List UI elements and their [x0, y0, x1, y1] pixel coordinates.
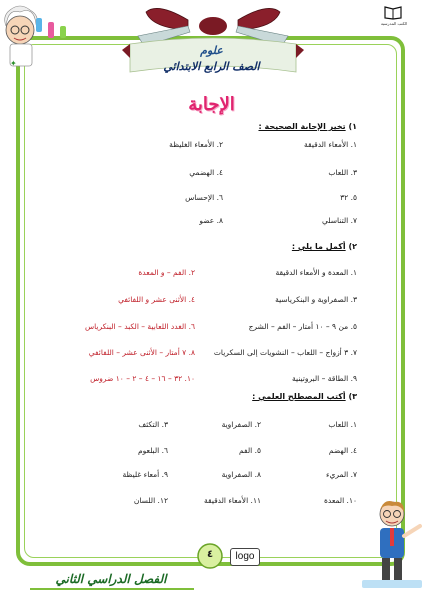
corner-logo-text: الكتب المدرسية	[380, 21, 408, 26]
s3-item-8: ٨. الصفراوية	[221, 470, 261, 479]
s2-item-4: ٤. الأثنى عشر و اللفائفي	[118, 295, 195, 304]
s1-item-4: ٤. الهضمي	[189, 168, 223, 177]
s2-item-1: ١. المعدة و الأمعاء الدقيقة	[275, 268, 357, 277]
teacher-illustration	[362, 496, 422, 588]
s3-item-11: ١١. الأمعاء الدقيقة	[204, 496, 261, 505]
page-title: الإجابة	[188, 94, 235, 115]
grade-label: الصف الرابع الابتدائي	[163, 60, 260, 73]
s1-item-1: ١. الأمعاء الدقيقة	[304, 140, 357, 149]
s3-item-4: ٤. الهضم	[328, 446, 357, 455]
section-1-title: تخير الإجابة الصحيحة :	[258, 122, 346, 131]
s3-item-1: ١. اللعاب	[328, 420, 357, 429]
footer-underline	[30, 588, 194, 590]
s3-item-6: ٦. البلعوم	[137, 446, 168, 455]
corner-logo	[368, 4, 420, 32]
section-3-number: ٣)	[348, 392, 357, 401]
section-3-heading	[252, 392, 357, 401]
s1-item-2: ٢. الأمعاء الغليظة	[169, 140, 223, 149]
section-3-title: أكتب المصطلح العلمي :	[252, 392, 346, 401]
s1-item-8: ٨. عضو	[199, 216, 223, 225]
s2-item-2: ٢. الفم – و المعدة	[138, 268, 195, 277]
s2-item-3: ٣. الصفراوية و البنكرياسية	[275, 295, 357, 304]
s1-item-6: ٦. الإحساس	[185, 193, 223, 202]
s3-item-9: ٩. أمعاء غليظة	[122, 470, 168, 479]
s3-item-2: ٢. الصفراوية	[221, 420, 261, 429]
page-number: ٤	[206, 549, 214, 560]
logo-placeholder: logo	[230, 548, 260, 566]
s2-item-6: ٦. الغدد اللعابية – الكبد – البنكرياس	[84, 322, 195, 331]
s3-item-7: ٧. المريء	[325, 470, 357, 479]
s2-item-8: ٨. ٧ أمتار – الأثنى عشر – اللفائفي	[88, 348, 195, 357]
section-1-number: ١)	[348, 122, 357, 131]
term-label: الفصل الدراسي الثاني	[55, 572, 167, 586]
section-2-title: أكمل ما يلي :	[291, 242, 346, 251]
s2-item-9: ٩. الطاقة – البروتينية	[291, 374, 357, 383]
s2-item-5: ٥. من ٩ – ١٠ أمتار – الفم – الشرج	[248, 322, 357, 331]
s3-item-3: ٣. التكثف	[138, 420, 168, 429]
book-icon	[384, 4, 402, 20]
svg-text:✦: ✦	[10, 59, 17, 68]
s1-item-3: ٣. اللعاب	[328, 168, 357, 177]
s1-item-7: ٧. التناسلي	[322, 216, 357, 225]
s3-item-5: ٥. الفم	[239, 446, 261, 455]
s3-item-12: ١٢. اللسان	[133, 496, 168, 505]
subject-label: علوم	[200, 44, 223, 57]
s3-item-10: ١٠. المعدة	[323, 496, 357, 505]
section-1-heading	[258, 122, 357, 131]
section-2-number: ٢)	[348, 242, 357, 251]
s1-item-5: ٥. ٣٢	[340, 193, 357, 202]
section-2-heading	[292, 242, 357, 251]
s2-item-10: ١٠. ٣٢ – ١٦ – ٤ – ٢ – ١٠ ضروس	[90, 374, 195, 383]
s2-item-7: ٧. ٣ أزواج – اللعاب – النشويات إلى السكريات	[213, 348, 357, 357]
